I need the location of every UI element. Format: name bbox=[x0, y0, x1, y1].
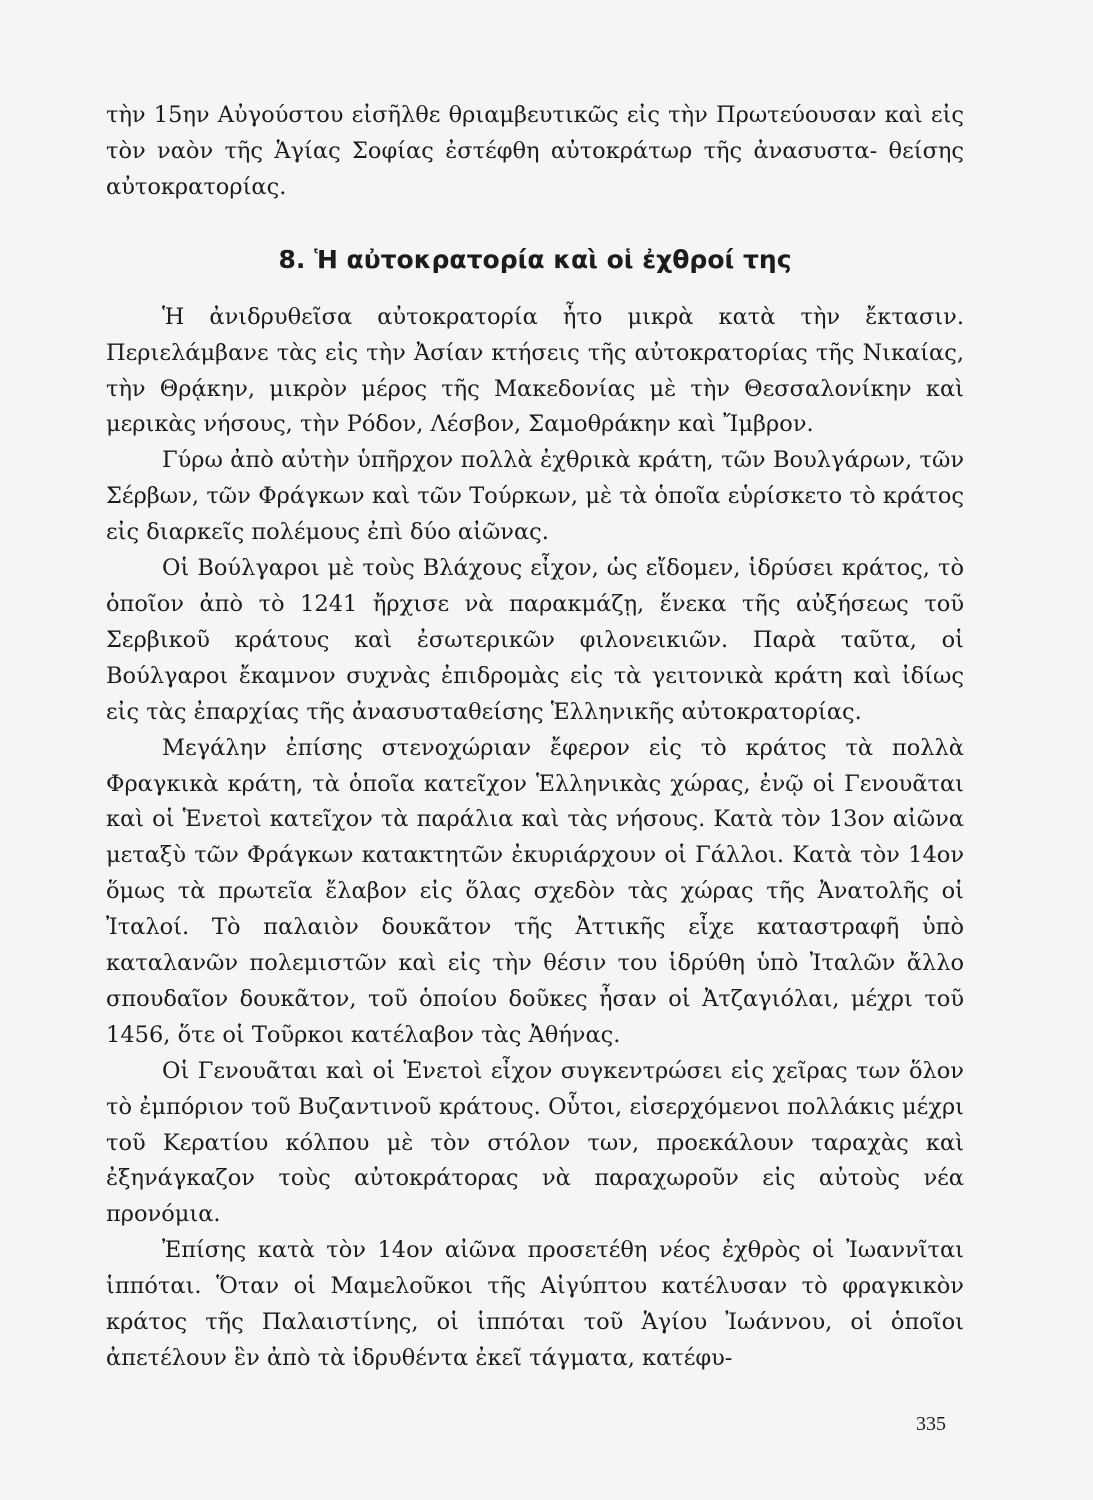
paragraph: Οἱ Βούλγαροι μὲ τοὺς Βλάχους εἶχον, ὡς εἴδομεν, ἱδρύσει κράτος, τὸ ὁποῖον ἀπὸ τὸ 1241 ἤρχισε νὰ παρακμάζῃ, ἕνεκα τῆς αὐξήσεως τοῦ Σερβικοῦ κράτους καὶ ἐσωτερικῶν φιλονεικιῶν. Παρὰ ταῦτα, οἱ Βούλγαροι ἔκαμνον συχνὰς ἐπιδρομὰς εἰς τὰ γειτονικὰ κράτη καὶ ἰδίως εἰς τὰς ἐπαρχίας τῆς ἀνασυσταθείσης Ἑλληνικῆς αὐτοκρατορίας. bbox=[106, 555, 964, 725]
intro-line-3: θείσης αὐτοκρατορίας. bbox=[106, 137, 965, 200]
paragraph: Ἐπίσης κατὰ τὸν 14ον αἰῶνα προσετέθη νέος ἐχθρὸς οἱ Ἰωαννῖται ἱππόται. Ὅταν οἱ Μαμελοῦκοι τῆς Αἰγύπτου κατέλυσαν τὸ φραγκικὸν κράτος τῆς Παλαιστίνης, οἱ ἱππόται τοῦ Ἁγίου Ἰωάννου, οἱ ὁποῖοι ἀπετέλουν ἓν ἀπὸ τὰ ἱδρυθέντα ἐκεῖ τάγματα, κατέφυ- bbox=[106, 1237, 964, 1371]
intro-line-2: εἰς τὸν ναὸν τῆς Ἁγίας Σοφίας ἐστέφθη αὐτοκράτωρ τῆς ἀνασυστα- bbox=[106, 102, 964, 164]
page-number: 335 bbox=[916, 1413, 946, 1435]
paragraph: Οἱ Γενουᾶται καὶ οἱ Ἑνετοὶ εἶχον συγκεντρώσει εἰς χεῖρας των ὅλον τὸ ἐμπόριον τοῦ Βυζαντινοῦ κράτους. Οὗτοι, εἰσερχόμενοι πολλάκις μέχρι τοῦ Κερατίου κόλπου μὲ τὸν στόλον των, προεκάλουν ταραχὰς καὶ ἐξηνάγκαζον τοὺς αὐτοκράτορας νὰ παραχωροῦν εἰς αὐτοὺς νέα προνόμια. bbox=[106, 1057, 964, 1228]
page-text bbox=[106, 98, 964, 1377]
intro-paragraph bbox=[106, 98, 964, 206]
section-heading: 8. Ἡ αὐτοκρατορία καὶ οἱ ἐχθροί της bbox=[278, 244, 792, 274]
intro-line-1: τὴν 15ην Αὐγούστου εἰσῆλθε θριαμβευτικῶς εἰς τὴν Πρωτεύουσαν καὶ bbox=[106, 102, 923, 128]
paragraph: Γύρω ἀπὸ αὐτὴν ὑπῆρχον πολλὰ ἐχθρικὰ κράτη, τῶν Βουλγάρων, τῶν Σέρβων, τῶν Φράγκων καὶ τῶν Τούρκων, μὲ τὰ ὁποῖα εὑρίσκετο τὸ κράτος εἰς διαρκεῖς πολέμους ἐπὶ δύο αἰῶνας. bbox=[106, 447, 964, 546]
paragraph: Μεγάλην ἐπίσης στενοχώριαν ἔφερον εἰς τὸ κράτος τὰ πολλὰ Φραγκικὰ κράτη, τὰ ὁποῖα κατεῖχον Ἑλληνικὰς χώρας, ἐνῷ οἱ Γενουᾶται καὶ οἱ Ἑνετοὶ κατεῖχον τὰ παράλια καὶ τὰς νήσους. Κατὰ τὸν 13ον αἰῶνα μεταξὺ τῶν Φράγκων κατακτητῶν ἐκυριάρχουν οἱ Γάλλοι. Κατὰ τὸν 14ον ὅμως τὰ πρωτεῖα ἔλαβον εἰς ὅλας σχεδὸν τὰς χώρας τῆς Ἀνατολῆς οἱ Ἰταλοί. Τὸ παλαιὸν δουκᾶτον τῆς Ἀττικῆς εἶχε καταστραφῆ ὑπὸ καταλανῶν πολεμιστῶν καὶ εἰς τὴν θέσιν του ἱδρύθη ὑπὸ Ἰταλῶν ἄλλο σπουδαῖον δουκᾶτον, τοῦ ὁποίου δοῦκες ἦσαν οἱ Ἀτζαγιόλαι, μέχρι τοῦ 1456, ὅτε οἱ Τοῦρκοι κατέλαβον τὰς Ἀθήνας. bbox=[106, 734, 964, 1048]
paragraph: Ἡ ἀνιδρυθεῖσα αὐτοκρατορία ἦτο μικρὰ κατὰ τὴν ἔκτασιν. Περιελάμβανε τὰς εἰς τὴν Ἀσίαν κτήσεις τῆς αὐτοκρατορίας τῆς Νικαίας, τὴν Θρᾴκην, μικρὸν μέρος τῆς Μακεδονίας μὲ τὴν Θεσσαλονίκην καὶ μερικὰς νήσους, τὴν Ρόδον, Λέσβον, Σαμοθράκην καὶ Ἴμβρον. bbox=[106, 303, 964, 438]
